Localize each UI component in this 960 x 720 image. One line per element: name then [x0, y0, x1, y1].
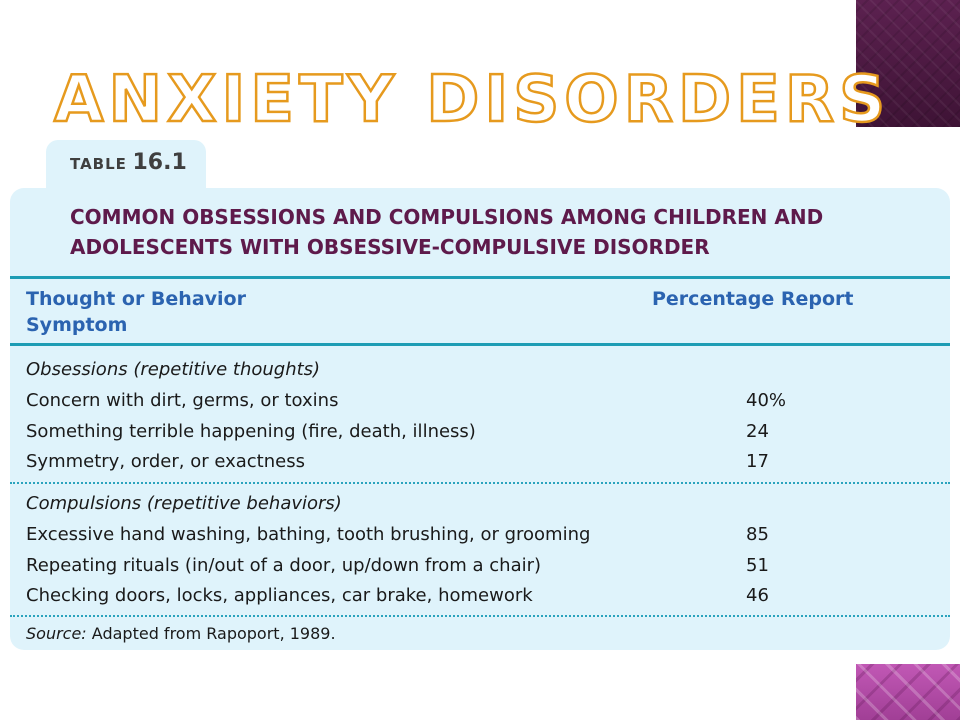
table-row-symptom: Something terrible happening (fire, death, illness) — [26, 421, 476, 442]
table-source — [26, 622, 336, 646]
table-row-symptom: Repeating rituals (in/out of a door, up/down from a chair) — [26, 555, 542, 576]
table-heading-line-1: COMMON OBSESSIONS AND COMPULSIONS AMONG CHILDREN AND — [70, 205, 824, 229]
column-header-symptom-line-1: Thought or Behavior — [26, 288, 246, 310]
section-divider — [10, 482, 950, 484]
source-divider — [10, 615, 950, 617]
header-top-rule — [10, 276, 950, 279]
header-bottom-rule — [10, 343, 950, 346]
decorative-corner-bottom — [856, 664, 960, 720]
table-row-symptom: Symmetry, order, or exactness — [26, 451, 305, 472]
section-title-compulsions: Compulsions (repetitive behaviors) — [26, 493, 342, 514]
section-title-obsessions: Obsessions (repetitive thoughts) — [26, 359, 321, 380]
table-row-symptom: Excessive hand washing, bathing, tooth brushing, or grooming — [26, 524, 591, 545]
column-header-symptom-line-2: Symptom — [26, 314, 128, 336]
table-row-value: 46 — [746, 585, 769, 606]
column-header-symptom — [26, 286, 246, 338]
slide-title: ANXIETY DISORDERS — [54, 63, 891, 137]
table-row-value: 17 — [746, 451, 769, 472]
table-label-number: 16.1 — [132, 150, 187, 175]
table-heading — [70, 202, 823, 262]
table-row-value: 40% — [746, 390, 787, 411]
table-row-symptom: Concern with dirt, germs, or toxins — [26, 390, 339, 411]
source-label: Source: — [26, 624, 87, 643]
table-label-word: TABLE — [70, 155, 127, 173]
table-row-value: 85 — [746, 524, 769, 545]
table-row-symptom: Checking doors, locks, appliances, car brake, homework — [26, 585, 533, 606]
table-label — [70, 150, 187, 175]
column-header-percentage: Percentage Report — [652, 288, 854, 310]
source-text: Adapted from Rapoport, 1989. — [86, 624, 336, 643]
table-heading-line-2: ADOLESCENTS WITH OBSESSIVE-COMPULSIVE DISORDER — [70, 235, 710, 259]
table-row-value: 51 — [746, 555, 769, 576]
table-row-value: 24 — [746, 421, 769, 442]
